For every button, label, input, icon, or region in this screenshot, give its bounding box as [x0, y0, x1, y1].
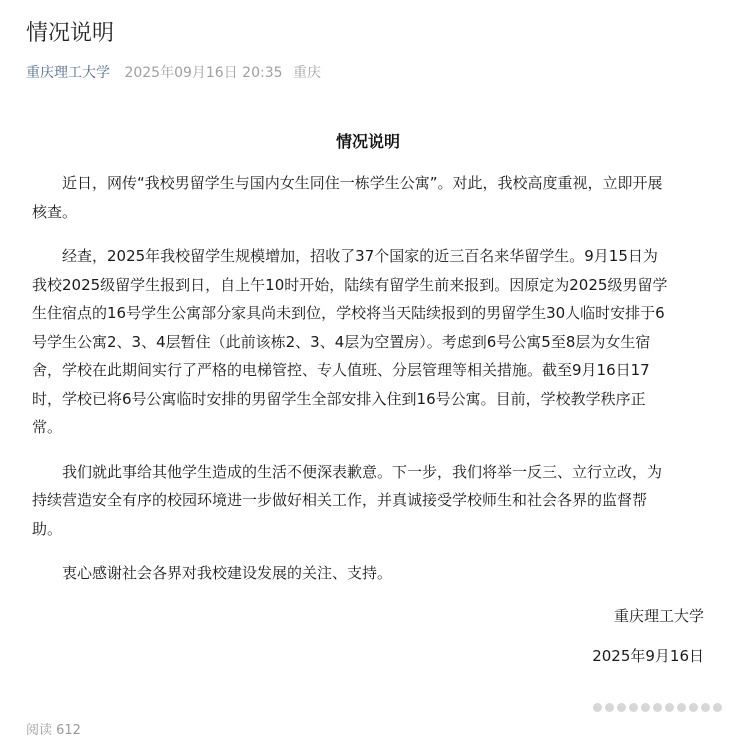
paragraph-line: 我们就此事给其他学生造成的生活不便深表歉意。下一步，我们将举一反三、立行立改，为	[62, 462, 663, 481]
paragraph-line: 我校2025级留学生报到日，自上午10时开始，陆续有留学生前来报到。因原定为2025级男留学	[32, 275, 668, 294]
paragraph-line: 经查，2025年我校留学生规模增加，招收了37个国家的近三百名来华留学生。9月15日为	[62, 247, 658, 265]
watermark-dot	[617, 703, 626, 712]
document-body	[32, 169, 716, 604]
watermark-dot	[641, 703, 650, 712]
watermark-dot	[677, 703, 686, 712]
author-link[interactable]: 重庆理工大学	[26, 65, 110, 81]
watermark-dot	[653, 703, 662, 712]
paragraph-line: 持续营造安全有序的校园环境进一步做好相关工作，并真诚接受学校师生和社会各界的监督帮	[32, 491, 648, 509]
watermark-dot	[629, 703, 638, 712]
paragraph-line: 生住宿点的16号学生公寓部分家具尚未到位，学校将当天陆续报到的男留学生30人临时安排于6	[32, 304, 665, 322]
signature-date: 2025年9月16日	[592, 647, 704, 665]
paragraph-line: 助。	[32, 519, 63, 538]
paragraph-1	[32, 169, 716, 226]
watermark-dot	[713, 703, 722, 712]
watermark-dot	[605, 703, 614, 712]
read-count: 阅读 612	[26, 723, 81, 738]
watermark-dot	[665, 703, 674, 712]
signature-org: 重庆理工大学	[613, 607, 704, 625]
publish-datetime: 2025年09月16日 20:35	[124, 65, 283, 81]
paragraph-line: 近日，网传“我校男留学生与国内女生同住一栋学生公寓”。对此，我校高度重视，立即开展	[62, 174, 663, 192]
publish-location: 重庆	[292, 65, 321, 81]
paragraph-2	[32, 242, 716, 442]
paragraph-4	[32, 559, 716, 588]
watermark-dot	[701, 703, 710, 712]
paragraph-line: 舍，学校在此期间实行了严格的电梯管控、专人值班、分层管理等相关措施。截至9月16日17	[32, 361, 650, 379]
paragraph-line: 时，学校已将6号公寓临时安排的男留学生全部安排入住到16号公寓。目前，学校教学秩序正	[32, 389, 646, 408]
paragraph-line: 号学生公寓2、3、4层暂住（此前该栋2、3、4层为空置房）。考虑到6号公寓5至8层为女生宿	[32, 332, 651, 351]
article-meta	[26, 62, 321, 84]
watermark-dot	[689, 703, 698, 712]
paragraph-line: 常。	[32, 418, 63, 436]
watermark-dot	[593, 703, 602, 712]
paragraph-line: 核查。	[32, 202, 78, 221]
page-title: 情况说明	[26, 21, 115, 46]
paragraph-3	[32, 458, 716, 544]
signature-block	[592, 602, 704, 670]
watermark-dots-icon	[593, 703, 722, 712]
document-title: 情况说明	[335, 132, 400, 151]
paragraph-line: 衷心感谢社会各界对我校建设发展的关注、支持。	[62, 564, 393, 582]
